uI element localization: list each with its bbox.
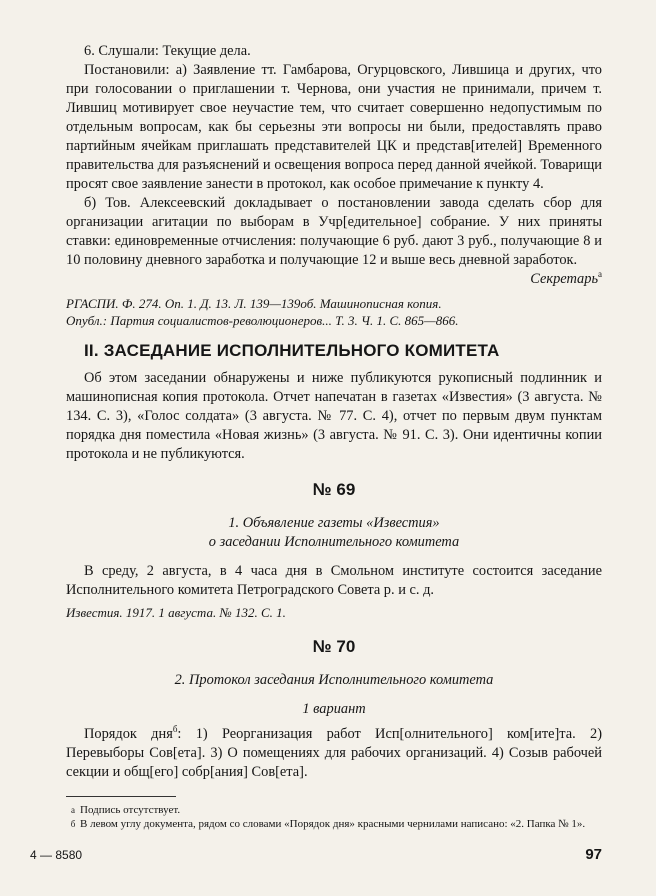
publication-reference: Опубл.: Партия социалистов-революционеров... Т. 3. Ч. 1. С. 865—866. [66,313,459,328]
section-heading: II. ЗАСЕДАНИЕ ИСПОЛНИТЕЛЬНОГО КОМИТЕТА [84,341,500,360]
section-intro: Об этом заседании обнаружены и ниже публикуются рукописный подлинник и машинописная копия протокола. Отчет напечатан в газетах «Известия» (3 августа. № 134. С. 3), «Голос солдата» (3 августа. № 77. С. 4), отчет по первым двум пунктам порядка дня поместила «Новая жизнь» (3 августа. № 91. С. 3). Они идентичны копии протокола и не публикуются. [66,370,602,462]
page-footer [30,846,602,863]
doc69-title-line2: о заседании Исполнительного комитета [208,534,460,550]
print-code: 4 — 8580 [30,848,83,862]
doc69-source: Известия. 1917. 1 августа. № 132. С. 1. [66,605,286,620]
doc69-title-line1: 1. Объявление газеты «Известия» [228,515,440,531]
document-number-69: № 69 [312,480,356,499]
doc69-text: В среду, 2 августа, в 4 часа дня в Смольном институте состоится заседание Исполнительного комитета Петроградского Совета р. и с. д. [66,563,602,598]
item6-b: б) Тов. Алексеевский докладывает о постановлении завода сделать сбор для организации агитации по выборам в Учр[едительное] собрание. У них приняты ставки: единовременные отчисления: получающие 6 руб. дают 3 руб., получающие 8 и 10 половину дневного заработка и получающие 12 и выше весь дневной заработок. [66,195,602,268]
footnote-b-mark: б [70,819,76,829]
item6-heard: 6. Слушали: Текущие дела. [84,43,251,59]
footnote-a-text: Подпись отсутствует. [80,804,181,816]
agenda-text: : 1) Реорганизация работ Исп[олнительного] ком[ите]та. 2) Перевыборы Сов[ета]. 3) О помещениях для рабочих организаций. 4) Созыв рабочей секции и общ[его] собр[ания] Сов[ета]. [66,726,602,780]
footnote-b-text: В левом углу документа, рядом со словами «Порядок дня» красными чернилами написано: «2. Папка № 1». [80,818,586,830]
footnote-divider [66,796,176,797]
footnote-a-mark: а [71,805,75,815]
document-number-70: № 70 [312,637,356,656]
agenda-label: Порядок дня [84,726,173,742]
footnote-b [66,817,602,831]
archive-reference: РГАСПИ. Ф. 274. Оп. 1. Д. 13. Л. 139—139об. Машинописная копия. [66,296,442,311]
footnote-ref-a: а [598,269,602,280]
doc70-variant: 1 вариант [302,701,366,717]
page-content [66,42,602,831]
item6-resolved: Постановили: а) Заявление тт. Гамбарова, Огурцовского, Лившица и других, что при голосовании о приглашении т. Чернова, они участия не принимали, причем т. Лившиц мотивирует свое неучастие тем, что считает совершенно недопустимым по отдельным вопросам, как бы серьезны эти вопросы ни были, предоставлять право партийным ячейкам приглашать представителей ЦК и представ[ителей] Временного правительства для разъяснений и освещения вопроса перед данной ячейкой. Товарищи просят свое заявление занести в протокол, как особое примечание к пункту 4. [66,62,602,192]
secretary-label: Секретарь [530,271,598,287]
page-number: 97 [585,846,602,863]
footnote-ref-b: б [172,724,178,735]
footnote-a [66,803,602,817]
doc70-agenda [66,725,602,782]
secretary-signature [66,270,602,289]
doc70-title: 2. Протокол заседания Исполнительного комитета [174,672,494,688]
